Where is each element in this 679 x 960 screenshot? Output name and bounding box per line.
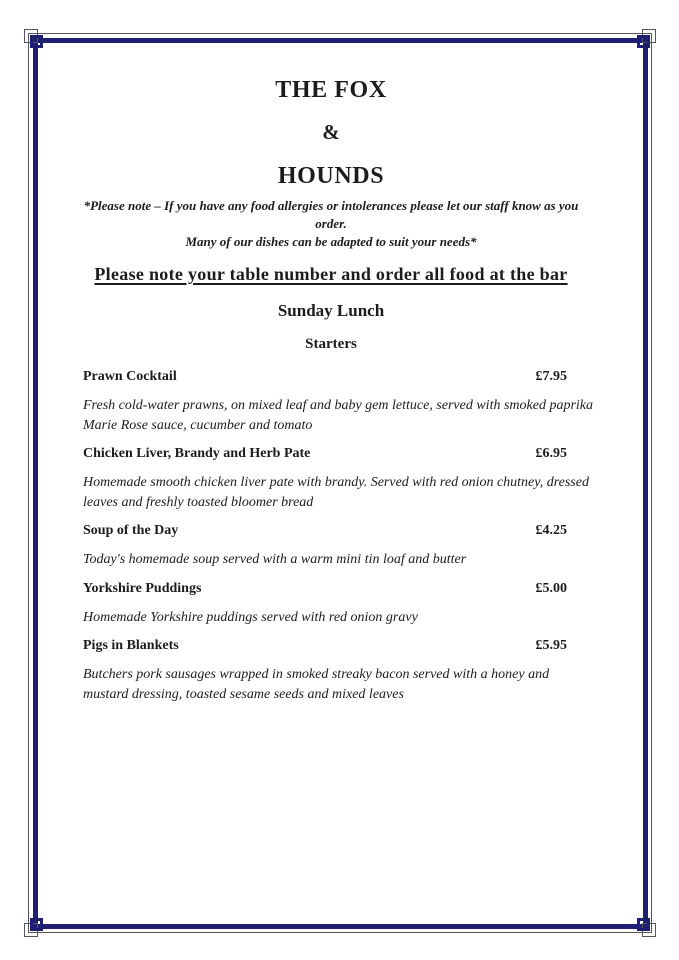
menu-item-price: £7.95 bbox=[535, 369, 567, 384]
border-corner-ornament-top-left-inner bbox=[30, 35, 43, 48]
menu-item-description: Butchers pork sausages wrapped in smoked streaky bacon served with a honey and mustard dressing, toasted sesame seeds and mixed leaves bbox=[83, 667, 550, 702]
menu-item-price: £6.95 bbox=[535, 446, 567, 461]
menu-item-row bbox=[83, 522, 579, 540]
restaurant-name-line1: THE FOX bbox=[275, 77, 387, 103]
menu-item-row bbox=[83, 445, 579, 463]
allergy-note-line1: *Please note – If you have any food allergies or intolerances please let our staff know as you order. bbox=[83, 198, 579, 231]
border-corner-ornament-top-right-inner bbox=[637, 35, 650, 48]
menu-item-description: Homemade Yorkshire puddings served with red onion gravy bbox=[83, 609, 418, 625]
menu-section-title: Sunday Lunch bbox=[277, 301, 385, 320]
menu-item-row bbox=[83, 637, 579, 655]
menu-item-description: Homemade smooth chicken liver pate with brandy. Served with red onion chutney, dressed leaves and freshly toasted bloomer bread bbox=[83, 475, 589, 510]
menu-item-description: Today's homemade soup served with a warm mini tin loaf and butter bbox=[83, 552, 467, 567]
menu-item-row bbox=[83, 368, 579, 386]
restaurant-name-ampersand: & bbox=[322, 120, 340, 144]
allergy-note-line2: Many of our dishes can be adapted to suit your needs* bbox=[185, 234, 477, 249]
menu-item-price: £5.00 bbox=[535, 580, 567, 596]
restaurant-name-line2: HOUNDS bbox=[277, 163, 385, 189]
menu-item-name: Soup of the Day bbox=[83, 523, 179, 538]
border-corner-ornament-bottom-left-inner bbox=[30, 918, 43, 931]
menu-item-name: Prawn Cocktail bbox=[83, 369, 177, 384]
menu-item-price: £4.25 bbox=[535, 523, 567, 538]
menu-content bbox=[83, 77, 593, 704]
menu-item-row bbox=[83, 580, 579, 598]
menu-item-name: Chicken Liver, Brandy and Herb Pate bbox=[83, 446, 311, 461]
menu-item-name: Yorkshire Puddings bbox=[83, 580, 202, 596]
border-corner-ornament-bottom-right-inner bbox=[637, 918, 650, 931]
menu-course-title: Starters bbox=[305, 336, 357, 352]
order-instruction: Please note your table number and order all food at the bar bbox=[94, 264, 568, 284]
menu-item-price: £5.95 bbox=[535, 638, 567, 653]
menu-item-name: Pigs in Blankets bbox=[83, 638, 179, 653]
menu-item-description: Fresh cold-water prawns, on mixed leaf and baby gem lettuce, served with smoked paprika Marie Rose sauce, cucumber and tomato bbox=[83, 398, 593, 433]
allergy-note bbox=[83, 197, 579, 251]
